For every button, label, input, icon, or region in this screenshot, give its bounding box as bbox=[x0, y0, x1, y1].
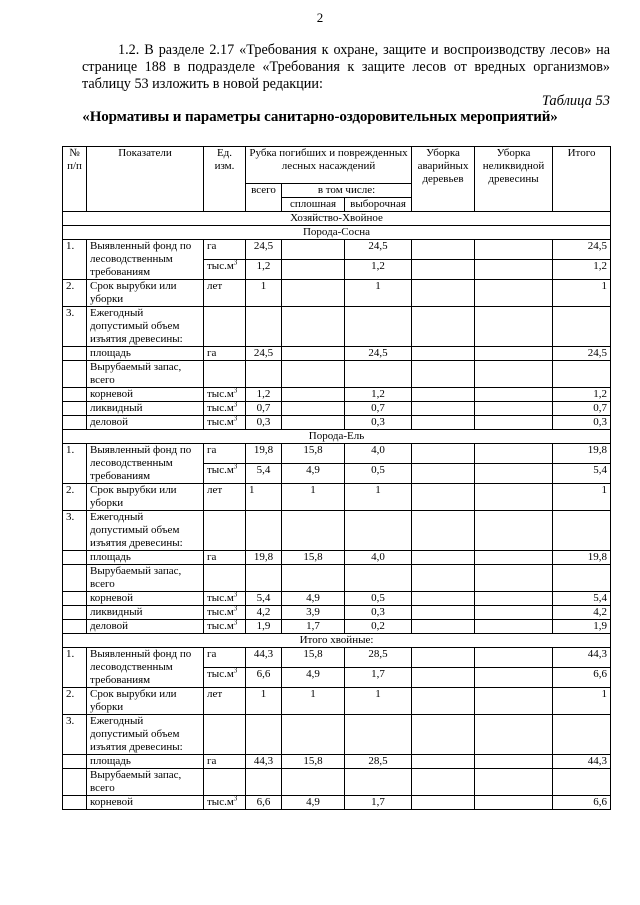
value-total: 19,8 bbox=[246, 551, 282, 565]
unit-cell: лет bbox=[204, 280, 246, 307]
table-title: «Нормативы и параметры санитарно-оздоровительных мероприятий» bbox=[82, 109, 558, 125]
value-total: 4,2 bbox=[246, 606, 282, 620]
unit-cell: га bbox=[204, 240, 246, 260]
value-itogo: 44,3 bbox=[553, 648, 611, 668]
value-selective: 0,7 bbox=[345, 402, 412, 416]
table-row bbox=[63, 688, 611, 715]
value-emergency bbox=[412, 484, 475, 511]
value-solid bbox=[282, 280, 345, 307]
value-illiquid bbox=[475, 240, 553, 260]
value-itogo: 1,2 bbox=[553, 388, 611, 402]
row-label: Вырубаемый запас, всего bbox=[87, 565, 204, 592]
row-label: Вырубаемый запас, всего bbox=[87, 361, 204, 388]
unit-cell: га bbox=[204, 551, 246, 565]
value-emergency bbox=[412, 755, 475, 769]
unit-cell: $тыс.м^3$ bbox=[204, 260, 246, 280]
row-label: Ежегодный допустимый объем изъятия древесины: bbox=[87, 511, 204, 551]
value-solid bbox=[282, 416, 345, 430]
value-selective: 1 bbox=[345, 688, 412, 715]
value-solid: 15,8 bbox=[282, 444, 345, 464]
value-emergency bbox=[412, 402, 475, 416]
table-row bbox=[63, 402, 611, 416]
unit-cell: га bbox=[204, 347, 246, 361]
value-solid: 1,7 bbox=[282, 620, 345, 634]
section-spruce: Порода-Ель bbox=[63, 430, 611, 444]
value-itogo: 5,4 bbox=[553, 464, 611, 484]
row-label: Вырубаемый запас, всего bbox=[87, 769, 204, 796]
value-solid: 15,8 bbox=[282, 755, 345, 769]
unit-cell: га bbox=[204, 648, 246, 668]
row-label: корневой bbox=[87, 592, 204, 606]
value-selective: 24,5 bbox=[345, 347, 412, 361]
value-solid: 3,9 bbox=[282, 606, 345, 620]
value-itogo: 24,5 bbox=[553, 240, 611, 260]
row-number: 3. bbox=[63, 511, 87, 551]
value-total: 5,4 bbox=[246, 592, 282, 606]
unit-cell: $тыс.м^3$ bbox=[204, 416, 246, 430]
section-pine: Порода-Сосна bbox=[63, 226, 611, 240]
value-total: 6,6 bbox=[246, 668, 282, 688]
section-farm: Хозяйство-Хвойное bbox=[63, 212, 611, 226]
unit-cell: $тыс.м^3$ bbox=[204, 606, 246, 620]
intro-paragraph: 1.2. В разделе 2.17 «Требования к охране, защите и воспроизводству лесов» на странице 188 в подразделе «Требования к защите лесов от вредных организмов» таблицу 53 изложить в новой редакции: bbox=[82, 42, 610, 92]
value-solid: 4,9 bbox=[282, 464, 345, 484]
row-label: Срок вырубки или уборки bbox=[87, 484, 204, 511]
header-num: № п/п bbox=[63, 147, 87, 212]
table-row bbox=[63, 511, 611, 551]
value-illiquid bbox=[475, 464, 553, 484]
table-row bbox=[63, 484, 611, 511]
header-solid: сплошная bbox=[282, 198, 345, 212]
value-itogo: 1 bbox=[553, 688, 611, 715]
value-itogo: 1,2 bbox=[553, 260, 611, 280]
row-label: площадь bbox=[87, 755, 204, 769]
table-row bbox=[63, 592, 611, 606]
value-solid: 4,9 bbox=[282, 592, 345, 606]
value-itogo: 6,6 bbox=[553, 668, 611, 688]
row-number: 1. bbox=[63, 648, 87, 688]
value-emergency bbox=[412, 260, 475, 280]
page-number: 2 bbox=[316, 10, 324, 25]
value-selective: 0,3 bbox=[345, 606, 412, 620]
table-row bbox=[63, 347, 611, 361]
value-selective: 4,0 bbox=[345, 444, 412, 464]
table-row bbox=[63, 444, 611, 464]
table-row bbox=[63, 796, 611, 810]
value-emergency bbox=[412, 606, 475, 620]
row-label: Выявленный фонд по лесоводственным требованиям bbox=[87, 444, 204, 484]
value-total: 24,5 bbox=[246, 240, 282, 260]
row-number: 2. bbox=[63, 280, 87, 307]
value-selective: 1 bbox=[345, 484, 412, 511]
value-itogo: 4,2 bbox=[553, 606, 611, 620]
value-illiquid bbox=[475, 416, 553, 430]
value-illiquid bbox=[475, 260, 553, 280]
value-solid bbox=[282, 347, 345, 361]
table-row bbox=[63, 280, 611, 307]
value-total: 44,3 bbox=[246, 648, 282, 668]
value-emergency bbox=[412, 347, 475, 361]
value-illiquid bbox=[475, 347, 553, 361]
table-row bbox=[63, 755, 611, 769]
table-row bbox=[63, 240, 611, 260]
table-row bbox=[63, 416, 611, 430]
value-selective: 1,7 bbox=[345, 796, 412, 810]
value-selective: 0,5 bbox=[345, 592, 412, 606]
table-row bbox=[63, 715, 611, 755]
value-total: 1 bbox=[246, 280, 282, 307]
row-label: ликвидный bbox=[87, 402, 204, 416]
row-label: корневой bbox=[87, 796, 204, 810]
value-illiquid bbox=[475, 484, 553, 511]
value-selective: 1,2 bbox=[345, 388, 412, 402]
header-unit: Ед. изм. bbox=[204, 147, 246, 212]
row-label: Ежегодный допустимый объем изъятия древесины: bbox=[87, 307, 204, 347]
value-emergency bbox=[412, 388, 475, 402]
unit-cell: $тыс.м^3$ bbox=[204, 464, 246, 484]
value-itogo: 0,3 bbox=[553, 416, 611, 430]
header-felling: Рубка погибших и поврежденных лесных насаждений bbox=[246, 147, 412, 184]
value-emergency bbox=[412, 796, 475, 810]
value-total: 5,4 bbox=[246, 464, 282, 484]
value-selective: 28,5 bbox=[345, 648, 412, 668]
unit-cell: $тыс.м^3$ bbox=[204, 796, 246, 810]
value-total: 1,9 bbox=[246, 620, 282, 634]
value-total: 6,6 bbox=[246, 796, 282, 810]
value-illiquid bbox=[475, 606, 553, 620]
value-emergency bbox=[412, 648, 475, 668]
value-illiquid bbox=[475, 648, 553, 668]
value-solid bbox=[282, 240, 345, 260]
unit-cell: $тыс.м^3$ bbox=[204, 592, 246, 606]
value-selective: 0,2 bbox=[345, 620, 412, 634]
value-selective: 24,5 bbox=[345, 240, 412, 260]
value-emergency bbox=[412, 416, 475, 430]
value-emergency bbox=[412, 551, 475, 565]
value-emergency bbox=[412, 688, 475, 715]
value-illiquid bbox=[475, 280, 553, 307]
row-label: деловой bbox=[87, 620, 204, 634]
value-selective: 0,3 bbox=[345, 416, 412, 430]
value-emergency bbox=[412, 592, 475, 606]
row-number: 3. bbox=[63, 715, 87, 755]
row-label: Выявленный фонд по лесоводственным требованиям bbox=[87, 240, 204, 280]
table-row bbox=[63, 648, 611, 668]
value-selective: 1,7 bbox=[345, 668, 412, 688]
unit-cell: га bbox=[204, 755, 246, 769]
value-emergency bbox=[412, 620, 475, 634]
table-row bbox=[63, 307, 611, 347]
value-itogo: 44,3 bbox=[553, 755, 611, 769]
value-itogo: 1 bbox=[553, 280, 611, 307]
value-itogo: 1,9 bbox=[553, 620, 611, 634]
value-solid: 15,8 bbox=[282, 648, 345, 668]
value-solid bbox=[282, 260, 345, 280]
row-label: Срок вырубки или уборки bbox=[87, 280, 204, 307]
value-total: 1 bbox=[246, 484, 282, 511]
value-solid bbox=[282, 402, 345, 416]
value-total: 1,2 bbox=[246, 388, 282, 402]
value-selective: 1 bbox=[345, 280, 412, 307]
unit-cell: лет bbox=[204, 484, 246, 511]
value-illiquid bbox=[475, 668, 553, 688]
value-illiquid bbox=[475, 755, 553, 769]
value-itogo: 19,8 bbox=[553, 444, 611, 464]
value-selective: 0,5 bbox=[345, 464, 412, 484]
table-row bbox=[63, 565, 611, 592]
row-number: 2. bbox=[63, 688, 87, 715]
row-number: 1. bbox=[63, 240, 87, 280]
header-illiquid: Уборка неликвидной древесины bbox=[475, 147, 553, 212]
header-emergency: Уборка аварийных деревьев bbox=[412, 147, 475, 212]
row-label: Выявленный фонд по лесоводственным требованиям bbox=[87, 648, 204, 688]
sanitary-measures-table bbox=[62, 146, 611, 810]
value-itogo: 5,4 bbox=[553, 592, 611, 606]
value-emergency bbox=[412, 280, 475, 307]
value-itogo: 19,8 bbox=[553, 551, 611, 565]
header-row bbox=[63, 147, 611, 184]
value-total: 0,7 bbox=[246, 402, 282, 416]
value-illiquid bbox=[475, 688, 553, 715]
value-selective: 1,2 bbox=[345, 260, 412, 280]
row-number: 3. bbox=[63, 307, 87, 347]
header-total: всего bbox=[246, 184, 282, 212]
value-itogo: 6,6 bbox=[553, 796, 611, 810]
value-selective: 4,0 bbox=[345, 551, 412, 565]
unit-cell: $тыс.м^3$ bbox=[204, 668, 246, 688]
value-total: 44,3 bbox=[246, 755, 282, 769]
section-conifer-total: Итого хвойные: bbox=[63, 634, 611, 648]
value-illiquid bbox=[475, 402, 553, 416]
header-including: в том числе: bbox=[282, 184, 412, 198]
row-label: площадь bbox=[87, 551, 204, 565]
table-row bbox=[63, 620, 611, 634]
value-selective: 28,5 bbox=[345, 755, 412, 769]
row-label: площадь bbox=[87, 347, 204, 361]
unit-cell: $тыс.м^3$ bbox=[204, 402, 246, 416]
value-solid: 4,9 bbox=[282, 668, 345, 688]
table-row bbox=[63, 361, 611, 388]
value-solid bbox=[282, 388, 345, 402]
header-selective: выборочная bbox=[345, 198, 412, 212]
row-label: Срок вырубки или уборки bbox=[87, 688, 204, 715]
value-illiquid bbox=[475, 592, 553, 606]
value-itogo: 24,5 bbox=[553, 347, 611, 361]
value-emergency bbox=[412, 464, 475, 484]
row-number: 1. bbox=[63, 444, 87, 484]
table-row bbox=[63, 769, 611, 796]
header-indicator: Показатели bbox=[87, 147, 204, 212]
value-emergency bbox=[412, 668, 475, 688]
value-total: 19,8 bbox=[246, 444, 282, 464]
value-emergency bbox=[412, 444, 475, 464]
value-solid: 4,9 bbox=[282, 796, 345, 810]
row-label: ликвидный bbox=[87, 606, 204, 620]
value-illiquid bbox=[475, 388, 553, 402]
value-solid: 1 bbox=[282, 688, 345, 715]
row-number: 2. bbox=[63, 484, 87, 511]
value-illiquid bbox=[475, 551, 553, 565]
row-label: Ежегодный допустимый объем изъятия древесины: bbox=[87, 715, 204, 755]
table-row bbox=[63, 388, 611, 402]
value-illiquid bbox=[475, 796, 553, 810]
table-row bbox=[63, 551, 611, 565]
unit-cell: $тыс.м^3$ bbox=[204, 620, 246, 634]
value-total: 1,2 bbox=[246, 260, 282, 280]
value-total: 1 bbox=[246, 688, 282, 715]
unit-cell: лет bbox=[204, 688, 246, 715]
value-emergency bbox=[412, 240, 475, 260]
unit-cell: $тыс.м^3$ bbox=[204, 388, 246, 402]
value-solid: 1 bbox=[282, 484, 345, 511]
unit-cell: га bbox=[204, 444, 246, 464]
table-caption: Таблица 53 bbox=[541, 93, 610, 109]
value-illiquid bbox=[475, 444, 553, 464]
row-label: деловой bbox=[87, 416, 204, 430]
table-row bbox=[63, 606, 611, 620]
value-illiquid bbox=[475, 620, 553, 634]
row-label: корневой bbox=[87, 388, 204, 402]
value-total: 24,5 bbox=[246, 347, 282, 361]
value-solid: 15,8 bbox=[282, 551, 345, 565]
header-itogo: Итого bbox=[553, 147, 611, 212]
value-itogo: 0,7 bbox=[553, 402, 611, 416]
value-total: 0,3 bbox=[246, 416, 282, 430]
value-itogo: 1 bbox=[553, 484, 611, 511]
